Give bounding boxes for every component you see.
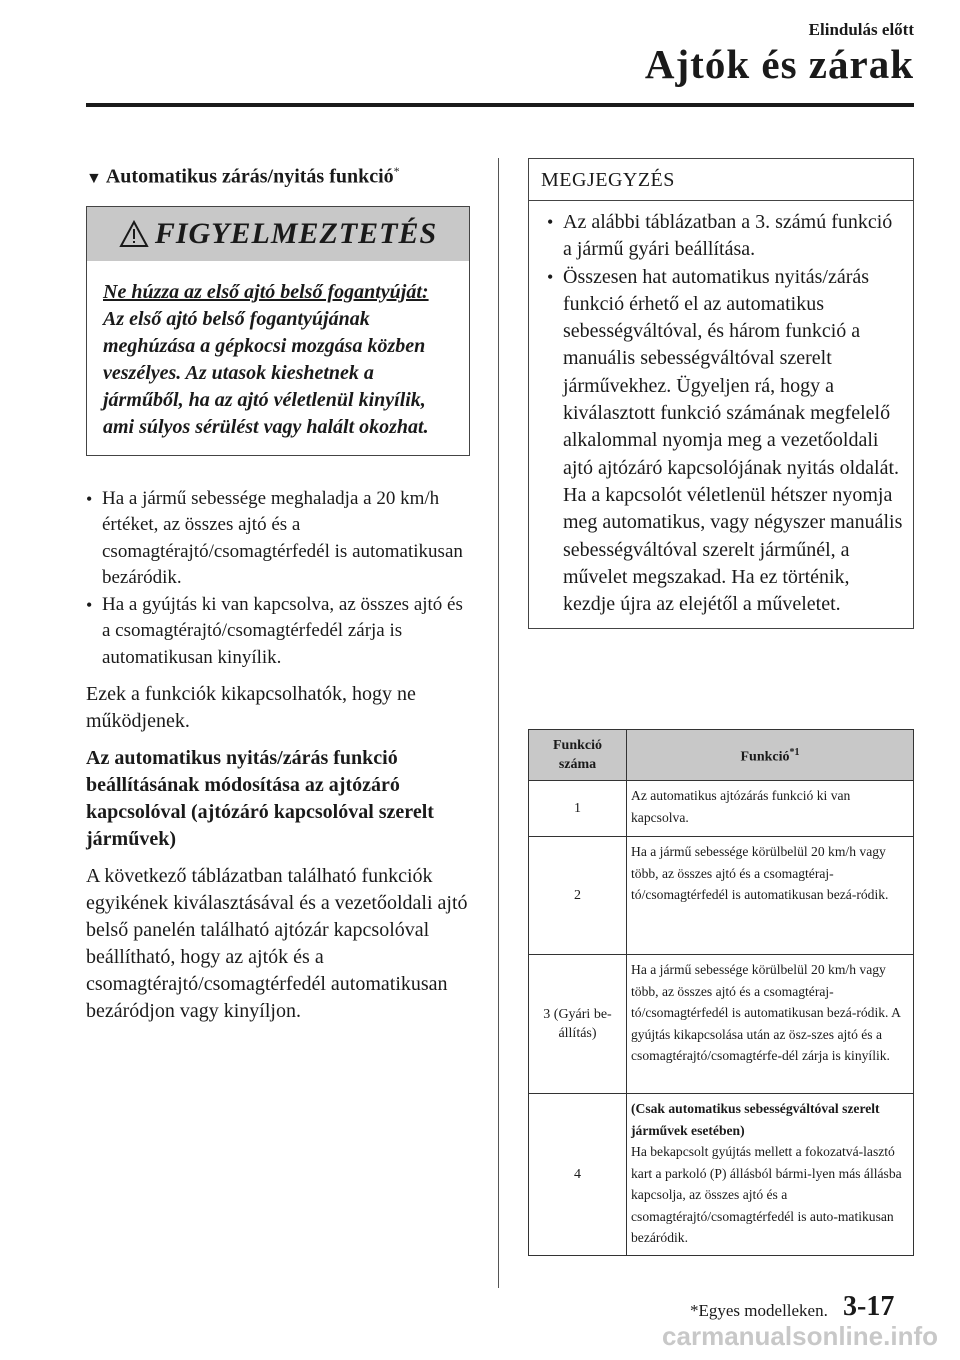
list-item: • Összesen hat automatikus nyitás/zárás funkció érhető el az automatikus sebességváltóval, és három funkció a manuális sebességváltóval szerelt járművekhez. Ügyeljen rá, hogy a kiválasztott funkció számának megfelelő alkalommal nyomja meg a vezetőoldali ajtó ajtózáró kapcsolójának nyitás oldalát. Ha a kapcsolót véletlenül hétszer nyomja meg automatikus, vagy négyszer manuális sebességváltóval szerelt járműnél, a művelet megszakad. Ha ez történik, kezdje újra az elejétől a műveletet. xyxy=(547,265,903,616)
note-box xyxy=(528,158,914,629)
warning-box xyxy=(86,206,470,456)
function-number: 2 xyxy=(529,837,627,955)
table-row xyxy=(529,1094,914,1256)
bullet-icon: • xyxy=(547,266,554,287)
note-title: MEGJEGYZÉS xyxy=(529,159,913,201)
table-row xyxy=(529,955,914,1094)
note-body xyxy=(529,201,913,628)
warning-text: Az első ajtó belső fogantyújának meghúzása a gépkocsi mozgása közben veszélyes. Az utasok kieshetnek a járműből, ha az ajtó véletlenül kinyílik, ami súlyos sérülést vagy halált okozhat. xyxy=(103,307,429,438)
list-item: • Az alábbi táblázatban a 3. számú funkció a jármű gyári beállítása. xyxy=(547,211,893,261)
col-header-function: Funkció$^{*1}$ xyxy=(627,730,914,781)
bullet-icon: • xyxy=(547,212,554,232)
paragraph-disable: Ezek a funkciók kikapcsolhatók, hogy ne működjenek. xyxy=(86,683,416,733)
section-title: Automatikus zárás/nyitás funkció xyxy=(105,165,394,188)
triangle-down-icon: ▼ xyxy=(86,169,102,187)
right-column xyxy=(528,158,914,629)
function-number: 4 xyxy=(529,1094,627,1256)
bullet-icon: • xyxy=(86,594,93,615)
function-number: 3 (Gyári be-állítás) xyxy=(529,955,627,1094)
table-header-row xyxy=(529,730,914,781)
chapter-label: Elindulás előtt xyxy=(808,20,914,39)
list-item: • Ha a gyújtás ki van kapcsolva, az összes ajtó és a csomagtérajtó/csomagtérfedél zárja is automatikusan kinyílik. xyxy=(86,593,463,668)
header-rule xyxy=(86,103,914,107)
function-number: 1 xyxy=(529,781,627,837)
watermark: carmanualsonline.info xyxy=(662,1321,938,1351)
warning-title: FIGYELMEZTETÉS xyxy=(154,216,438,250)
function-table xyxy=(528,729,914,1256)
bullet-icon: • xyxy=(86,488,93,509)
function-desc: (Csak automatikus sebességváltóval szerelt járművek esetében) Ha bekapcsolt gyújtás mellett a fokozatvá-lasztó kart a parkoló (P) állásból bármi-lyen más állásba kapcsolja, az összes ajtó és a csomagtérajtó/csomagtérfedél is auto-matikusan bezáródik. xyxy=(627,1094,914,1256)
warning-underlined: Ne húzza az első ajtó belső fogantyúját: xyxy=(103,280,429,303)
section-heading xyxy=(86,158,470,192)
function-desc: Az automatikus ajtózárás funkció ki van kapcsolva. xyxy=(627,781,914,837)
bullet-list xyxy=(86,486,470,672)
section-asterisk: * xyxy=(393,164,400,178)
warning-icon xyxy=(119,220,149,248)
col-header-number: Funkció száma xyxy=(529,730,627,781)
paragraph-instructions: A következő táblázatban található funkciók egyikének kiválasztásával és a vezetőoldali ajtó belső panelén található ajtózár kapcsolóval beállítható, hogy az ajtók és a csomagtérajtó/csomagtérfedél automatikusan bezáródjon vagy kinyíljon. xyxy=(86,865,468,1023)
left-column xyxy=(86,158,470,1025)
function-desc: Ha a jármű sebessége körülbelül 20 km/h vagy több, az összes ajtó és a csomagtéraj-tó/csomagtérfedél is automatikusan bezá-ródik. A gyújtás kikapcsolása után az ösz-szes ajtó és a csomagtérajtó/csomagtérfe-dél zárja is kinyílik. xyxy=(627,955,914,1094)
subheading-settings: Az automatikus nyitás/zárás funkció beállításának módosítása az ajtózáró kapcsolóval (ajtózáró kapcsolóval szerelt járművek) xyxy=(86,747,434,851)
warning-header xyxy=(87,207,469,261)
page-number: 3-17 xyxy=(843,1291,895,1322)
function-desc: Ha a jármű sebessége körülbelül 20 km/h vagy több, az összes ajtó és a csomagtéraj-tó/csomagtérfedél is automatikusan bezá-ródik. xyxy=(627,837,914,955)
table-row xyxy=(529,781,914,837)
footnote: *Egyes modelleken. xyxy=(690,1301,828,1320)
column-divider xyxy=(498,158,499,1288)
table-row xyxy=(529,837,914,955)
page-title: Ajtók és zárak xyxy=(644,41,914,87)
warning-body xyxy=(87,261,469,455)
list-item: • Ha a jármű sebessége meghaladja a 20 km/h értéket, az összes ajtó és a csomagtérajtó/csomagtérfedél is automatikusan bezáródik. xyxy=(86,487,463,589)
